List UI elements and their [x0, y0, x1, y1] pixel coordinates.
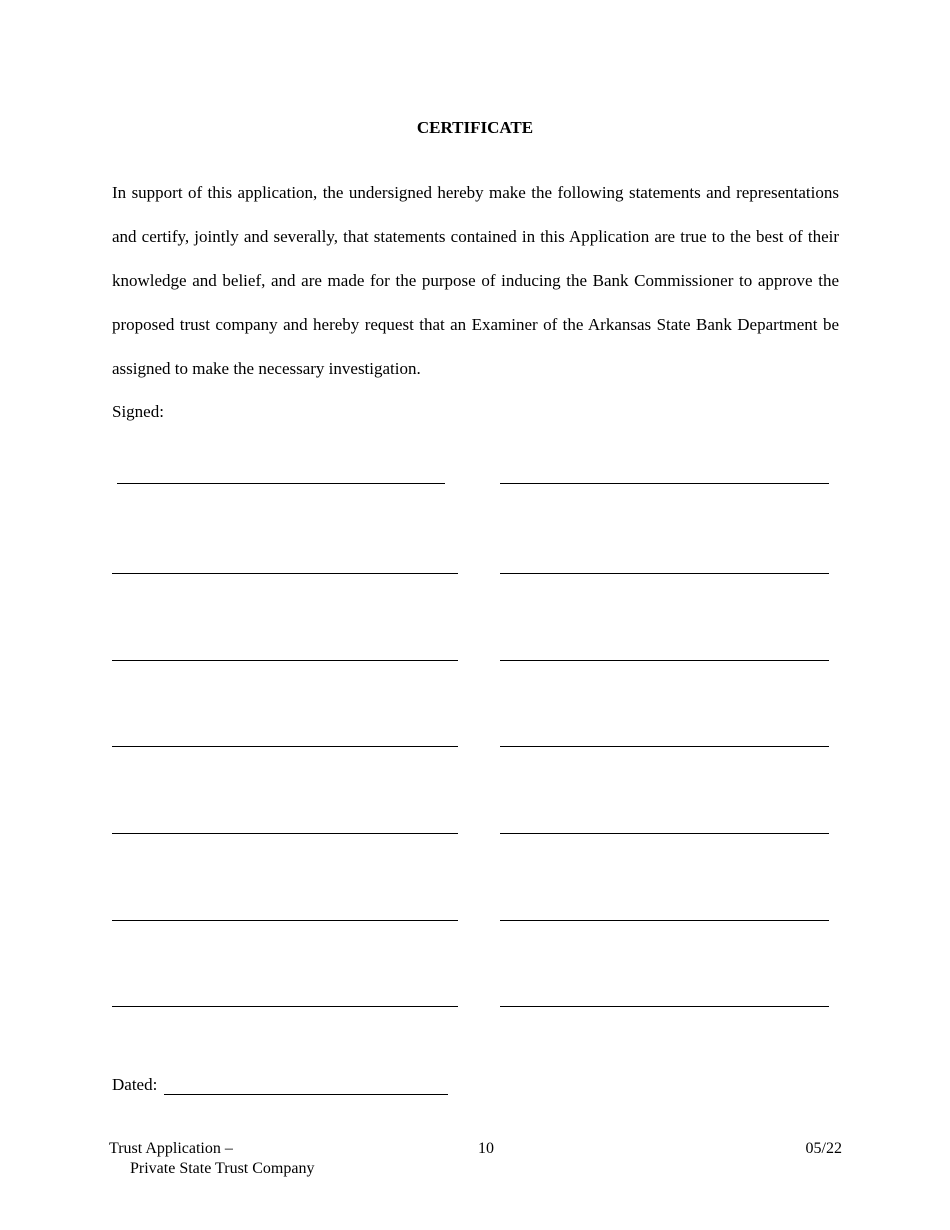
date-line[interactable] [164, 1094, 448, 1095]
signature-line[interactable] [500, 660, 829, 661]
signature-line[interactable] [112, 573, 458, 574]
signature-line[interactable] [500, 573, 829, 574]
page-number: 10 [478, 1140, 494, 1157]
certification-paragraph: In support of this application, the undersigned hereby make the following statements and representations and certify, jointly and severally, that statements contained in this Application are true to the best of their knowledge and belief, and are made for the purpose of inducing the Bank Commissioner to approve the proposed trust company and hereby request that an Examiner of the Arkansas State Bank Department be assigned to make the necessary investigation. [112, 183, 839, 378]
signature-line[interactable] [500, 746, 829, 747]
footer-line-1: Trust Application – [109, 1140, 233, 1157]
signature-line[interactable] [117, 483, 445, 484]
page-title: CERTIFICATE [416, 118, 534, 137]
signature-line[interactable] [500, 833, 829, 834]
dated-label: Dated: [112, 1075, 158, 1094]
signature-line[interactable] [500, 1006, 829, 1007]
signature-line[interactable] [112, 833, 458, 834]
signature-line[interactable] [112, 746, 458, 747]
revision-date: 05/22 [805, 1140, 842, 1157]
footer-line-2: Private State Trust Company [130, 1160, 315, 1177]
signature-line[interactable] [112, 920, 458, 921]
signature-line[interactable] [500, 920, 829, 921]
signature-line[interactable] [112, 660, 458, 661]
signature-line[interactable] [500, 483, 829, 484]
signed-label: Signed: [112, 402, 164, 421]
signature-line[interactable] [112, 1006, 458, 1007]
